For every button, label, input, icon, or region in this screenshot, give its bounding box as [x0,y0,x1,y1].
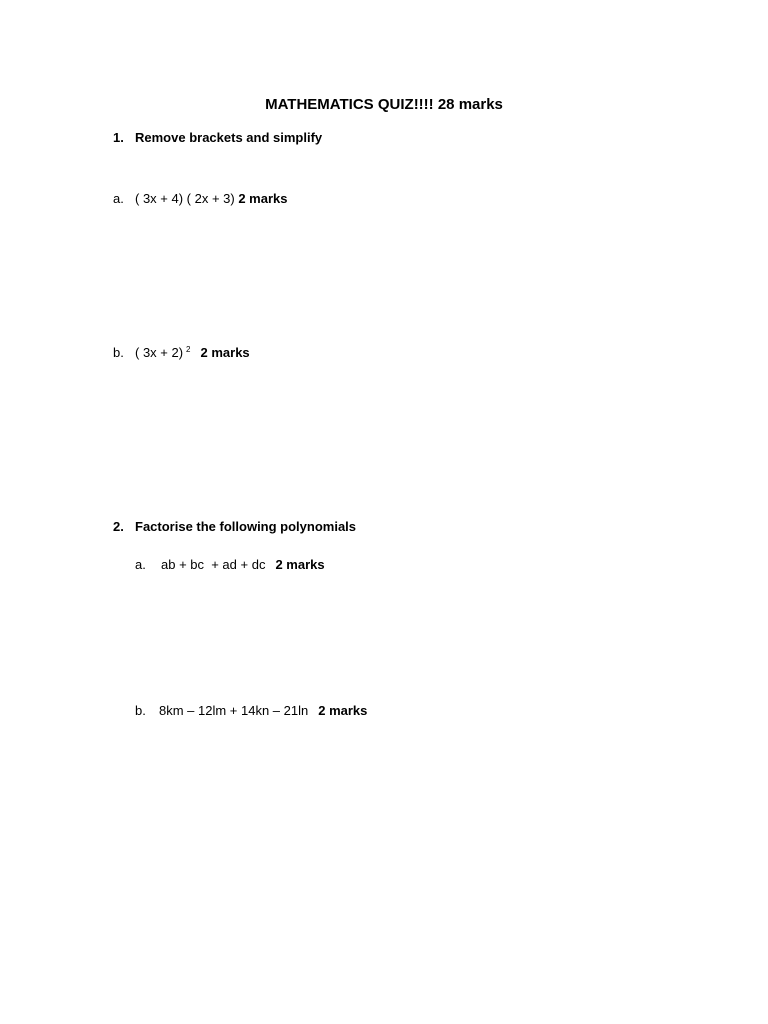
question-2a-expression: ab + bc + ad + dc [161,557,266,572]
question-2a-label: a. [135,557,146,572]
question-1b-exponent: 2 [186,345,191,354]
question-1a-marks: 2 marks [238,191,288,206]
question-2b-marks: 2 marks [318,703,368,718]
question-1b [113,345,250,363]
question-1a-expression: ( 3x + 4) ( 2x + 3) [135,191,235,206]
question-2b-label: b. [135,703,146,718]
question-2b-expression: 8km – 12lm + 14kn – 21ln [159,703,309,718]
question-2-text: Factorise the following polynomials [135,519,357,534]
question-2b [135,703,367,719]
question-2a [135,557,325,573]
question-2a-marks: 2 marks [275,557,325,572]
question-1b-label: b. [113,345,124,360]
question-1-text: Remove brackets and simplify [135,130,323,145]
question-1b-expression: ( 3x + 2) [135,345,184,360]
question-1a [113,191,287,207]
question-1-heading [113,130,322,146]
question-1b-marks: 2 marks [200,345,250,360]
question-1-number: 1. [113,130,124,145]
question-1a-label: a. [113,191,124,206]
page-title: MATHEMATICS QUIZ!!!! 28 marks [265,96,503,113]
question-2-heading [113,519,356,535]
question-2-number: 2. [113,519,124,534]
